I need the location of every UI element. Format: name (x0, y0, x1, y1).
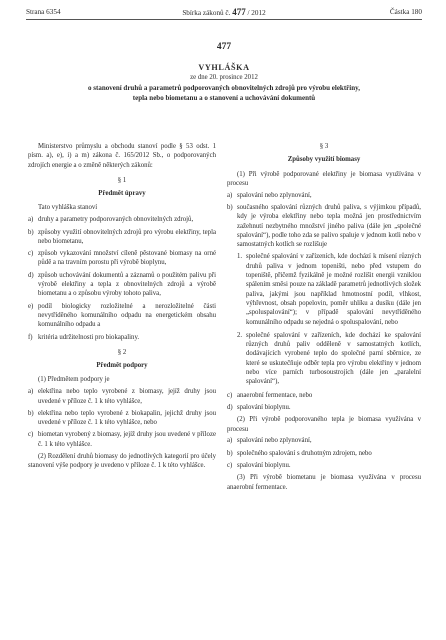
issue-date: ze dne 20. prosince 2012 (190, 74, 258, 81)
list-item: b) způsoby využití obnovitelných zdrojů pro výrobu elektřiny, tepla nebo biometanu, (28, 228, 216, 245)
paragraph: (2) Rozdělení druhů biomasy do jednotlivých kategorií pro účely stanovení výše podpory je uvedeno v příloze č. 1 k této vyhlášce. (28, 453, 216, 470)
collection-reference (146, 7, 302, 17)
list-item: d) způsob uchovávání dokumentů a záznamů o použitém palivu při výrobě elektřiny a tepla z obnovitelných zdrojů a výrobě biometanu a o způsobu výroby tohoto paliva, (28, 271, 216, 298)
section-number: § 2 (117, 348, 127, 356)
section-number: § 1 (117, 176, 127, 184)
title-block (26, 42, 422, 103)
page-header (26, 6, 422, 18)
page-number: Strana 6354 (26, 8, 61, 16)
header-divider (26, 19, 422, 20)
numbered-item: 2. společné spalování v zařízeních, kde dochází ke spalování různých druhů paliv odděleně v samostatných kotlích, dodávajících vyrobené teplo do společné parní sběrnice, ze které se uskutečňuje odběr tepla pro výrobu elektřiny v jednom nebo více parních turbosoustrojích (dále jen „paralelní spalování“), (237, 331, 421, 386)
list-item: f) kritéria udržitelnosti pro biokapaliny. (28, 333, 140, 341)
list-item: a) spalování nebo zplynování, (227, 191, 312, 199)
left-column (28, 142, 216, 473)
list-item: e) podíl biologicky rozložitelné a nerozložitelné části nevytříděného komunálního odpadu na energetickém obsahu komunálního odpadu a (28, 302, 216, 329)
section-lead: Tato vyhláška stanoví (38, 204, 98, 212)
list-item: a) elektřina nebo teplo vyrobené z biomasy, jejíž druhy jsou uvedené v příloze č. 1 k této vyhlášce, (28, 388, 216, 405)
section-heading: Způsoby využití biomasy (287, 156, 361, 164)
list-item: b) společného spalování s druhotným zdrojem, nebo (227, 449, 372, 457)
regulation-number: 477 (216, 42, 232, 52)
collection-year: / 2012 (247, 9, 266, 17)
right-column (227, 142, 421, 494)
collection-number: 477 (232, 7, 246, 17)
section-heading: Předmět úpravy (98, 190, 146, 198)
subject-line: tepla nebo biometanu a o stanovení a uchovávání dokumentů (132, 94, 316, 102)
list-item: c) spalování bioplynu. (227, 461, 291, 469)
list-item: b) elektřina nebo teplo vyrobené z biokapalin, jejichž druhy jsou uvedené v příloze č. 1 k této vyhlášce, nebo (28, 409, 216, 427)
collection-name: Sbírka zákonů č. (182, 9, 231, 17)
list-item: a) spalování nebo zplynování, (227, 437, 312, 445)
list-item: c) způsob vykazování množství cíleně pěstované biomasy na orné půdě a na travním porostu při výrobě bioplynu, (28, 250, 216, 267)
list-item: a) druhy a parametry podporovaných obnovitelných zdrojů, (28, 216, 194, 224)
intro-paragraph: Ministerstvo průmyslu a obchodu stanoví podle § 53 odst. 1 písm. a), e), i) a m) zákona č. 165/2012 Sb., o podporovaných zdrojích energie a o změně některých zákonů: (28, 143, 216, 169)
paragraph: (2) Při výrobě podporovaného tepla je biomasa využívána v procesu (227, 416, 421, 433)
paragraph: (1) Předmětem podpory je (38, 376, 110, 384)
document-type: VYHLÁŠKA (198, 63, 250, 72)
list-item: c) biometan vyrobený z biomasy, jejíž druhy jsou uvedené v příloze č. 1 k této vyhlášce. (28, 431, 216, 448)
numbered-item: 1. společné spalování v zařízeních, kde dochází k mísení různých druhů paliva v jednom topeništi, nebo před vstupem do topeniště, přičemž fyzikálně je možné rozlišit energii vzniklou spálením směsi pouze na základě parametrů jednotlivých složek paliva, jakými jsou například hmotnostní podíl, vlhkost, výhřevnost, obsah popelovin, poměr uhlíku a dusíku (dále jen „spoluspalování“); v případě spalování nevytříděného komunálního odpadu se nejedná o spoluspalování, nebo (237, 253, 421, 326)
list-item: b) současného spalování různých druhů paliva, s výjimkou případů, kdy je výroba elektřiny nebo tepla možná jen prostřednictvím zažehnutí nezbytného množství jiného paliva (dále jen „společné spalování“), podle toho zda se palivo spaluje v jednom kotli nebo v samostatných kotlích se rozlišuje (227, 203, 421, 249)
paragraph: (1) Při výrobě podporované elektřiny je biomasa využívána v procesu (227, 170, 421, 187)
list-item: c) anaerobní fermentace, nebo (227, 391, 313, 399)
paragraph: (3) Při výrobě biometanu je biomasa využívána v procesu anaerobní fermentace. (227, 474, 421, 491)
section-number: § 3 (319, 143, 329, 150)
subject-line: o stanovení druhů a parametrů podporovaných obnovitelných zdrojů pro výrobu elektřiny, (88, 84, 360, 92)
document-subject (26, 83, 422, 103)
issue-number: Částka 180 (389, 8, 422, 16)
list-item: d) spalování bioplynu. (227, 403, 291, 411)
section-heading: Předmět podpory (96, 362, 148, 370)
